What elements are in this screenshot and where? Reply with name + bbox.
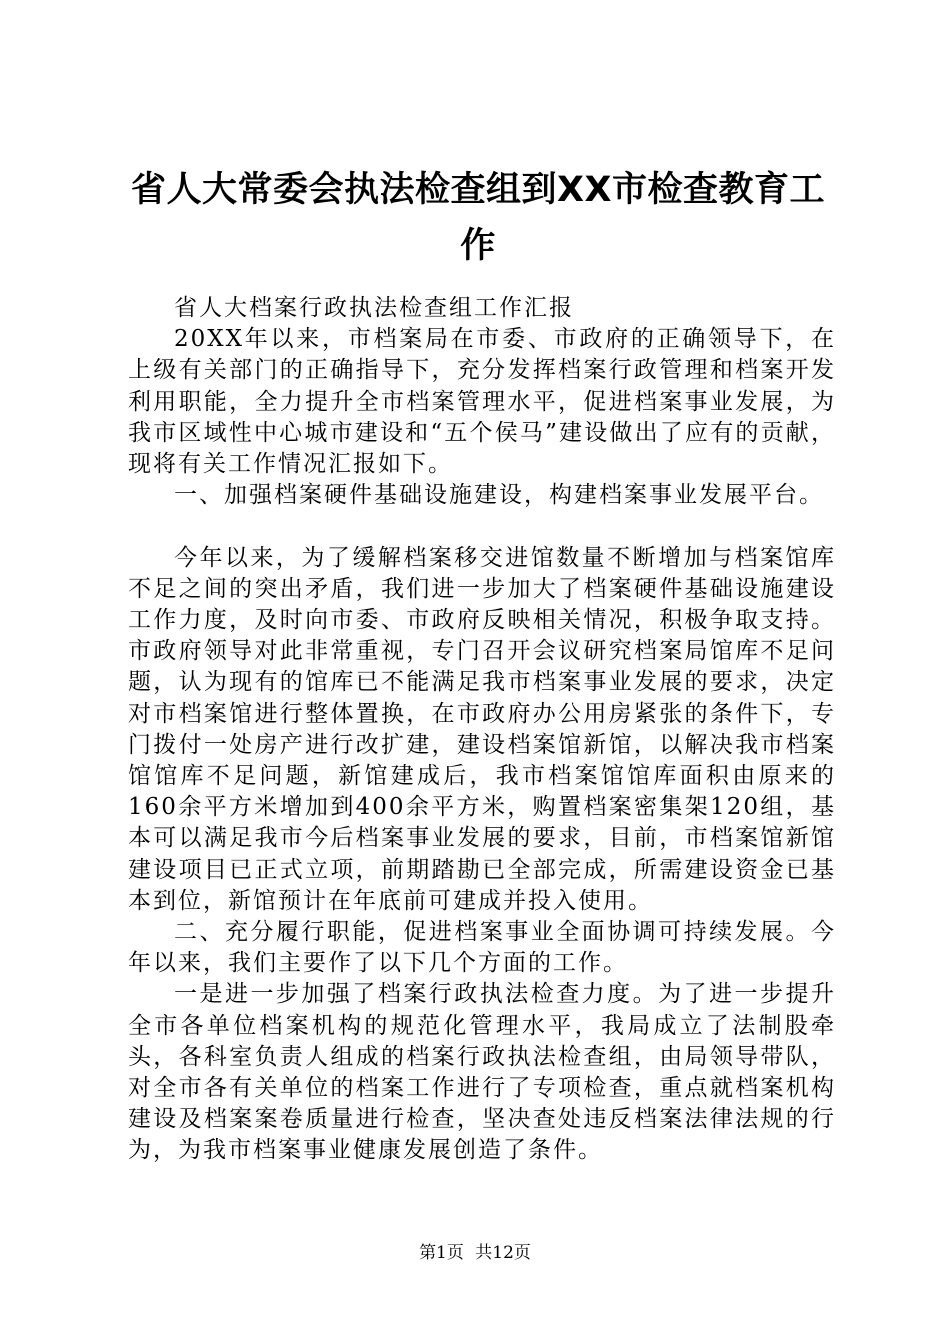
paragraph-blank bbox=[128, 511, 836, 542]
paragraph-section-one-body: 今年以来，为了缓解档案移交进馆数量不断增加与档案馆库不足之间的突出矛盾，我们进一步加大了档案硬件基础设施建设工作力度，及时向市委、市政府反映相关情况，积极争取支持。市政府领导对此非常重视，专门召开会议研究档案局馆库不足问题，认为现有的馆库已不能满足我市档案事业发展的要求，决定对市档案馆进行整体置换，在市政府办公用房紧张的条件下，专门拨付一处房产进行改扩建，建设档案馆新馆，以解决我市档案馆馆库不足问题，新馆建成后，我市档案馆馆库面积由原来的160余平方米增加到400余平方米，购置档案密集架120组，基本可以满足我市今后档案事业发展的要求，目前，市档案馆新馆建设项目已正式立项，前期踏勘已全部完成，所需建设资金已基本到位，新馆预计在年底前可建成并投入使用。 bbox=[128, 544, 836, 914]
document-body bbox=[128, 293, 836, 1167]
paragraph-section-two-item-one: 一是进一步加强了档案行政执法检查力度。为了进一步提升全市各单位档案机构的规范化管理水平，我局成立了法制股牵头，各科室负责人组成的档案行政执法检查组，由局领导带队，对全市各有关单位的档案工作进行了专项检查，重点就档案机构建设及档案案卷质量进行检查，坚决查处违反档案法律法规的行为，为我市档案事业健康发展创造了条件。 bbox=[128, 981, 836, 1164]
paragraph-intro: 20XX年以来，市档案局在市委、市政府的正确领导下，在上级有关部门的正确指导下，充分发挥档案行政管理和档案开发利用职能，全力提升全市档案管理水平，促进档案事业发展，为我市区域性中心城市建设和“五个侯马”建设做出了应有的贡献，现将有关工作情况汇报如下。 bbox=[128, 326, 836, 478]
page-footer bbox=[0, 1242, 950, 1264]
paragraph-section-one-heading: 一、加强档案硬件基础设施建设，构建档案事业发展平台。 bbox=[174, 482, 824, 509]
page-total: 共12页 bbox=[475, 1243, 531, 1263]
paragraph-subtitle: 省人大档案行政执法检查组工作汇报 bbox=[174, 295, 574, 321]
page-number: 第1页 bbox=[419, 1243, 464, 1263]
document-title: 省人大常委会执法检查组到XX市检查教育工作 bbox=[131, 170, 825, 266]
paragraph-section-two-heading: 二、充分履行职能，促进档案事业全面协调可持续发展。今年以来，我们主要作了以下几个方面的工作。 bbox=[128, 919, 836, 977]
